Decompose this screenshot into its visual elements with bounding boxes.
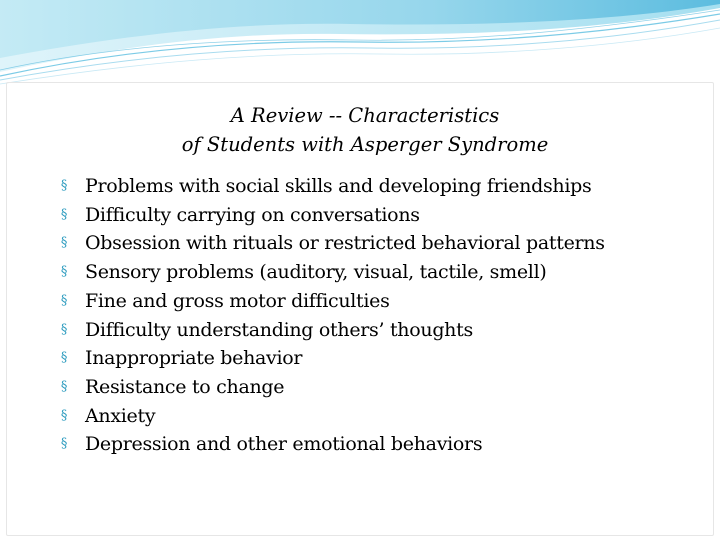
bullet-text: Depression and other emotional behaviors bbox=[85, 433, 483, 456]
bullet-item bbox=[57, 344, 712, 373]
bullet-item bbox=[57, 316, 712, 345]
bullet-marker-icon: § bbox=[60, 206, 68, 222]
bullet-marker-icon: § bbox=[60, 235, 68, 251]
bullet-item bbox=[57, 229, 712, 258]
bullet-item bbox=[57, 172, 712, 201]
bullet-marker-icon: § bbox=[60, 321, 68, 337]
bullet-marker-icon: § bbox=[60, 407, 68, 423]
bullet-marker-icon: § bbox=[60, 264, 68, 280]
bullet-item bbox=[57, 258, 712, 287]
slide-title-line-2: of Students with Asperger Syndrome bbox=[181, 133, 549, 156]
bullet-item bbox=[57, 402, 712, 431]
bullet-item bbox=[57, 201, 712, 230]
bullet-item bbox=[57, 287, 712, 316]
bullet-text: Anxiety bbox=[85, 404, 156, 427]
bullet-text: Obsession with rituals or restricted behavioral patterns bbox=[85, 232, 605, 255]
slide-title-line-1: A Review -- Characteristics bbox=[230, 104, 500, 127]
bullet-list bbox=[57, 172, 712, 459]
bullet-marker-icon: § bbox=[60, 378, 68, 394]
bullet-text: Inappropriate behavior bbox=[85, 347, 303, 370]
bullet-text: Problems with social skills and developing friendships bbox=[85, 175, 592, 197]
bullet-marker-icon: § bbox=[60, 292, 68, 308]
bullet-text: Sensory problems (auditory, visual, tactile, smell) bbox=[85, 261, 547, 284]
bullet-item bbox=[57, 373, 712, 402]
bullet-marker-icon: § bbox=[60, 436, 68, 452]
bullet-text: Difficulty understanding others’ thoughts bbox=[85, 318, 473, 341]
bullet-marker-icon: § bbox=[60, 178, 68, 193]
bullet-text: Difficulty carrying on conversations bbox=[85, 203, 420, 226]
bullet-text: Fine and gross motor difficulties bbox=[85, 289, 390, 312]
slide-title bbox=[0, 101, 720, 159]
bullet-text: Resistance to change bbox=[85, 375, 285, 398]
bullet-item bbox=[57, 430, 712, 459]
bullet-marker-icon: § bbox=[60, 350, 68, 366]
